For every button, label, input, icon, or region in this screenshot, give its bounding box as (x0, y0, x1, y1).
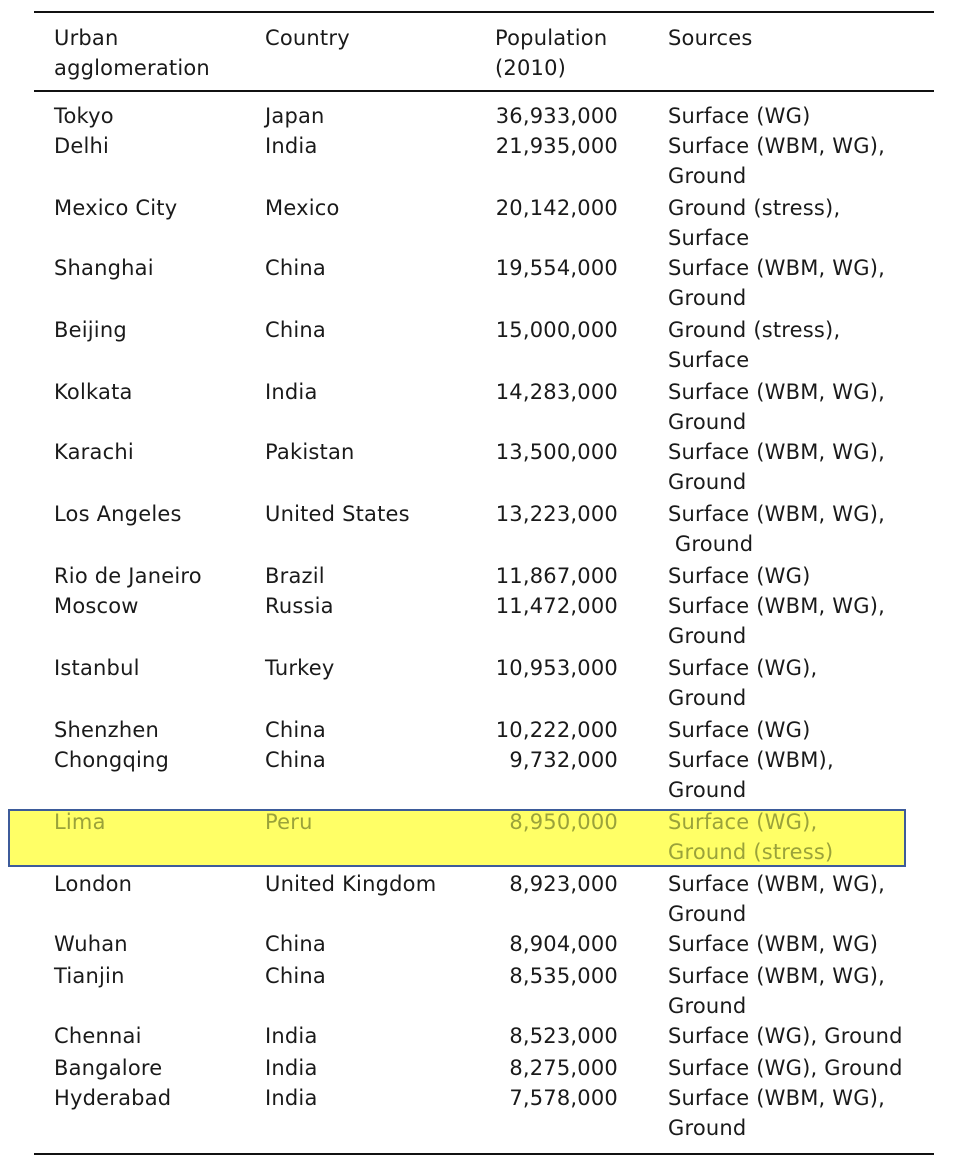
cell-country: India (265, 380, 318, 404)
cell-country: Mexico (265, 196, 340, 220)
cell-country: India (265, 1056, 318, 1080)
cell-country: United States (265, 502, 410, 526)
cell-country: China (265, 748, 326, 772)
cell-country: China (265, 718, 326, 742)
cell-population: 8,523,000 (509, 1024, 618, 1048)
cell-country: Peru (265, 810, 313, 834)
cell-city: Istanbul (54, 656, 140, 680)
cell-city: Mexico City (54, 196, 178, 220)
cell-sources: Surface (WBM, WG), Ground (668, 256, 886, 310)
cell-city: Karachi (54, 440, 134, 464)
cell-population: 9,732,000 (509, 748, 618, 772)
cell-population: 14,283,000 (495, 380, 618, 404)
cell-city: Los Angeles (54, 502, 182, 526)
cell-sources: Surface (WBM, WG), Ground (668, 440, 886, 494)
cell-population: 10,222,000 (495, 718, 618, 742)
header-sources: Sources (668, 26, 753, 50)
cell-population: 8,950,000 (509, 810, 618, 834)
cell-sources: Surface (WG), Ground (668, 1024, 903, 1048)
cell-population: 15,000,000 (495, 318, 618, 342)
table-top-rule (34, 11, 934, 13)
cell-population: 11,867,000 (495, 564, 618, 588)
cell-country: Brazil (265, 564, 325, 588)
header-city: Urban agglomeration (54, 26, 210, 80)
cell-population: 7,578,000 (509, 1086, 618, 1110)
cell-sources: Surface (WBM, WG), Ground (668, 502, 886, 556)
cell-city: London (54, 872, 133, 896)
cell-city: Tokyo (54, 104, 114, 128)
cell-country: China (265, 932, 326, 956)
cell-city: Rio de Janeiro (54, 564, 202, 588)
cell-city: Hyderabad (54, 1086, 172, 1110)
cell-city: Moscow (54, 594, 139, 618)
cell-sources: Ground (stress), Surface (668, 196, 841, 250)
cell-sources: Surface (WBM, WG), Ground (668, 1086, 886, 1140)
cell-city: Delhi (54, 134, 110, 158)
cell-sources: Surface (WG) (668, 718, 811, 742)
header-population: Population (2010) (495, 26, 608, 80)
cell-population: 8,535,000 (509, 964, 618, 988)
cell-population: 8,923,000 (509, 872, 618, 896)
cell-country: China (265, 256, 326, 280)
cell-city: Wuhan (54, 932, 128, 956)
cell-city: Chongqing (54, 748, 170, 772)
cell-population: 11,472,000 (495, 594, 618, 618)
cell-country: Russia (265, 594, 334, 618)
cell-population: 13,223,000 (495, 502, 618, 526)
cell-population: 8,904,000 (509, 932, 618, 956)
header-country: Country (265, 26, 350, 50)
cell-population: 20,142,000 (495, 196, 618, 220)
cell-population: 36,933,000 (495, 104, 618, 128)
cell-country: China (265, 964, 326, 988)
cell-city: Chennai (54, 1024, 142, 1048)
cell-sources: Surface (WG) (668, 564, 811, 588)
cell-country: India (265, 1024, 318, 1048)
cell-sources: Surface (WG), Ground (668, 656, 818, 710)
cell-sources: Surface (WBM, WG), Ground (668, 872, 886, 926)
cell-country: India (265, 134, 318, 158)
cell-sources: Ground (stress), Surface (668, 318, 841, 372)
cell-city: Tianjin (54, 964, 125, 988)
table-bottom-rule (34, 1153, 934, 1155)
cell-country: Turkey (265, 656, 335, 680)
cell-city: Kolkata (54, 380, 133, 404)
cell-sources: Surface (WBM, WG), Ground (668, 594, 886, 648)
cell-city: Beijing (54, 318, 127, 342)
cell-country: Pakistan (265, 440, 355, 464)
cell-sources: Surface (WBM), Ground (668, 748, 834, 802)
cell-sources: Surface (WG), Ground (stress) (668, 810, 834, 864)
cell-population: 10,953,000 (495, 656, 618, 680)
cell-sources: Surface (WG) (668, 104, 811, 128)
cell-country: United Kingdom (265, 872, 437, 896)
cell-population: 8,275,000 (509, 1056, 618, 1080)
table-header-rule (34, 90, 934, 92)
cell-population: 13,500,000 (495, 440, 618, 464)
cell-city: Shanghai (54, 256, 154, 280)
cell-city: Shenzhen (54, 718, 160, 742)
cell-sources: Surface (WBM, WG) (668, 932, 879, 956)
cell-sources: Surface (WG), Ground (668, 1056, 903, 1080)
cell-sources: Surface (WBM, WG), Ground (668, 380, 886, 434)
cell-population: 19,554,000 (495, 256, 618, 280)
cell-country: India (265, 1086, 318, 1110)
cell-sources: Surface (WBM, WG), Ground (668, 134, 886, 188)
cell-country: China (265, 318, 326, 342)
cell-city: Lima (54, 810, 106, 834)
cell-country: Japan (265, 104, 325, 128)
cell-sources: Surface (WBM, WG), Ground (668, 964, 886, 1018)
cell-city: Bangalore (54, 1056, 163, 1080)
cell-population: 21,935,000 (495, 134, 618, 158)
